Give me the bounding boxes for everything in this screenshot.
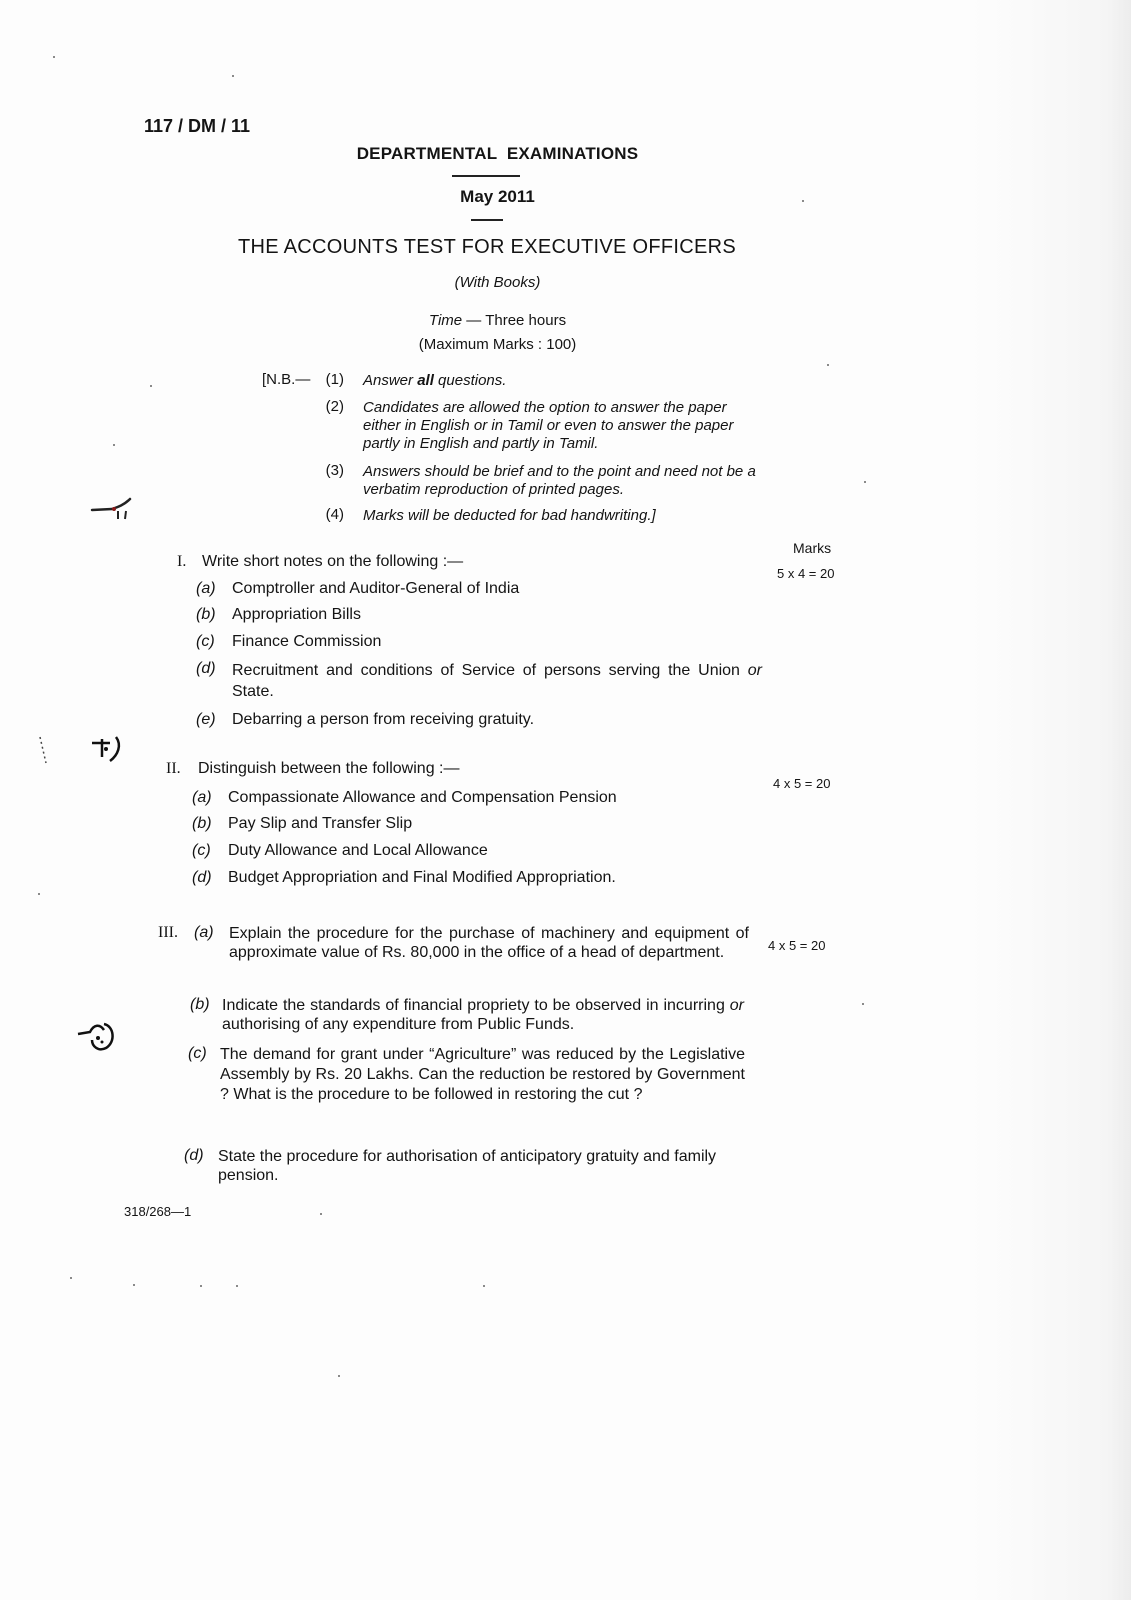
instruction-number: (2) (325, 398, 344, 415)
part-text: Indicate the standards of financial propriety to be observed in incurring or authorising of any expenditure from Public Funds. (222, 997, 744, 1033)
part-label: (a) (196, 580, 216, 597)
part-label: (b) (196, 606, 216, 623)
part-text: The demand for grant under “Agriculture” was reduced by the Legislative Assembly by Rs. 20 Lakhs. Can the reduction be restored by Government ? What is the procedure to be followed in restoring the cut ? (220, 1046, 745, 1103)
question-marks: 4 x 5 = 20 (768, 938, 826, 953)
handwritten-tick-icon (36, 733, 126, 773)
handwritten-tick-icon (74, 1018, 120, 1054)
part-text: Pay Slip and Transfer Slip (228, 815, 413, 832)
part-text: Compassionate Allowance and Compensation Pension (228, 789, 617, 806)
part-text: Explain the procedure for the purchase of machinery and equipment of approximate value of Rs. 80,000 in the office of a head of department. (229, 925, 749, 961)
instruction-text: Candidates are allowed the option to answer the paper either in English or in Tamil or even to answer the paper partly in English and partly in Tamil. (363, 399, 734, 452)
part-label: (c) (192, 842, 211, 859)
scan-speck (38, 893, 40, 895)
exam-subtitle: (With Books) (454, 274, 541, 291)
question-number: III. (158, 924, 178, 941)
scan-edge-shadow (971, 0, 1131, 1600)
scan-speck (802, 200, 804, 202)
marks-column-header: Marks (793, 540, 832, 556)
scan-speck (862, 1003, 864, 1005)
instruction-number: (3) (325, 462, 344, 479)
question-prompt: Write short notes on the following :— (202, 553, 464, 570)
question-number: I. (177, 553, 187, 570)
part-text: Duty Allowance and Local Allowance (228, 842, 488, 859)
scan-speck (320, 1213, 322, 1215)
scan-speck (338, 1375, 340, 1377)
part-label: (b) (190, 996, 210, 1013)
part-label: (b) (192, 815, 212, 832)
scan-speck (236, 1285, 238, 1287)
part-text: Appropriation Bills (232, 606, 361, 623)
part-label: (d) (184, 1147, 204, 1164)
scan-speck (53, 56, 55, 58)
footer-code: 318/268—1 (124, 1204, 192, 1219)
part-label: (d) (192, 869, 212, 886)
part-label: (c) (196, 633, 215, 650)
handwritten-tick-icon (88, 495, 138, 525)
instruction-text: Answers should be brief and to the point and need not be a verbatim reproduction of printed pages. (363, 463, 756, 498)
scan-speck (113, 444, 115, 446)
part-text: Recruitment and conditions of Service of persons serving the Union or State. (232, 662, 762, 700)
time-value: — Three hours (462, 312, 567, 329)
part-text: Debarring a person from receiving gratuity. (232, 711, 535, 728)
scan-speck (483, 1285, 485, 1287)
page-title: THE ACCOUNTS TEST FOR EXECUTIVE OFFICERS (238, 236, 736, 258)
scan-speck (827, 364, 829, 366)
heading-divider (452, 175, 520, 177)
instruction-number: (4) (325, 506, 344, 523)
scan-speck (864, 481, 866, 483)
scan-speck (133, 1284, 135, 1286)
scan-speck (200, 1285, 202, 1287)
maximum-marks: (Maximum Marks : 100) (418, 336, 577, 353)
question-prompt: Distinguish between the following :— (198, 760, 460, 777)
session-divider (471, 219, 503, 221)
part-label: (a) (194, 924, 214, 941)
part-label: (e) (196, 711, 216, 728)
question-number: II. (166, 760, 181, 777)
time-label: Time (428, 312, 463, 329)
instruction-text: Marks will be deducted for bad handwriting.] (363, 507, 656, 524)
exam-session: May 2011 (460, 187, 535, 206)
scan-speck (70, 1277, 72, 1279)
question-marks: 5 x 4 = 20 (777, 566, 835, 581)
part-label: (a) (192, 789, 212, 806)
question-marks: 4 x 5 = 20 (773, 776, 831, 791)
exam-heading: DEPARTMENTAL EXAMINATIONS (356, 144, 639, 163)
time-allowed (0, 312, 995, 329)
instruction-number: (1) (325, 371, 344, 388)
instruction-text: Answer all questions. (363, 372, 507, 389)
paper-code: 117 / DM / 11 (144, 116, 251, 136)
part-text: Finance Commission (232, 633, 382, 650)
part-text: State the procedure for authorisation of anticipatory gratuity and family pension. (218, 1148, 717, 1184)
part-label: (c) (188, 1045, 207, 1062)
part-label: (d) (196, 660, 216, 677)
scan-speck (150, 385, 152, 387)
scan-speck (232, 75, 234, 77)
instructions-lead: [N.B.— (262, 371, 311, 388)
part-text: Budget Appropriation and Final Modified Appropriation. (228, 869, 616, 886)
part-text: Comptroller and Auditor-General of India (232, 580, 520, 597)
